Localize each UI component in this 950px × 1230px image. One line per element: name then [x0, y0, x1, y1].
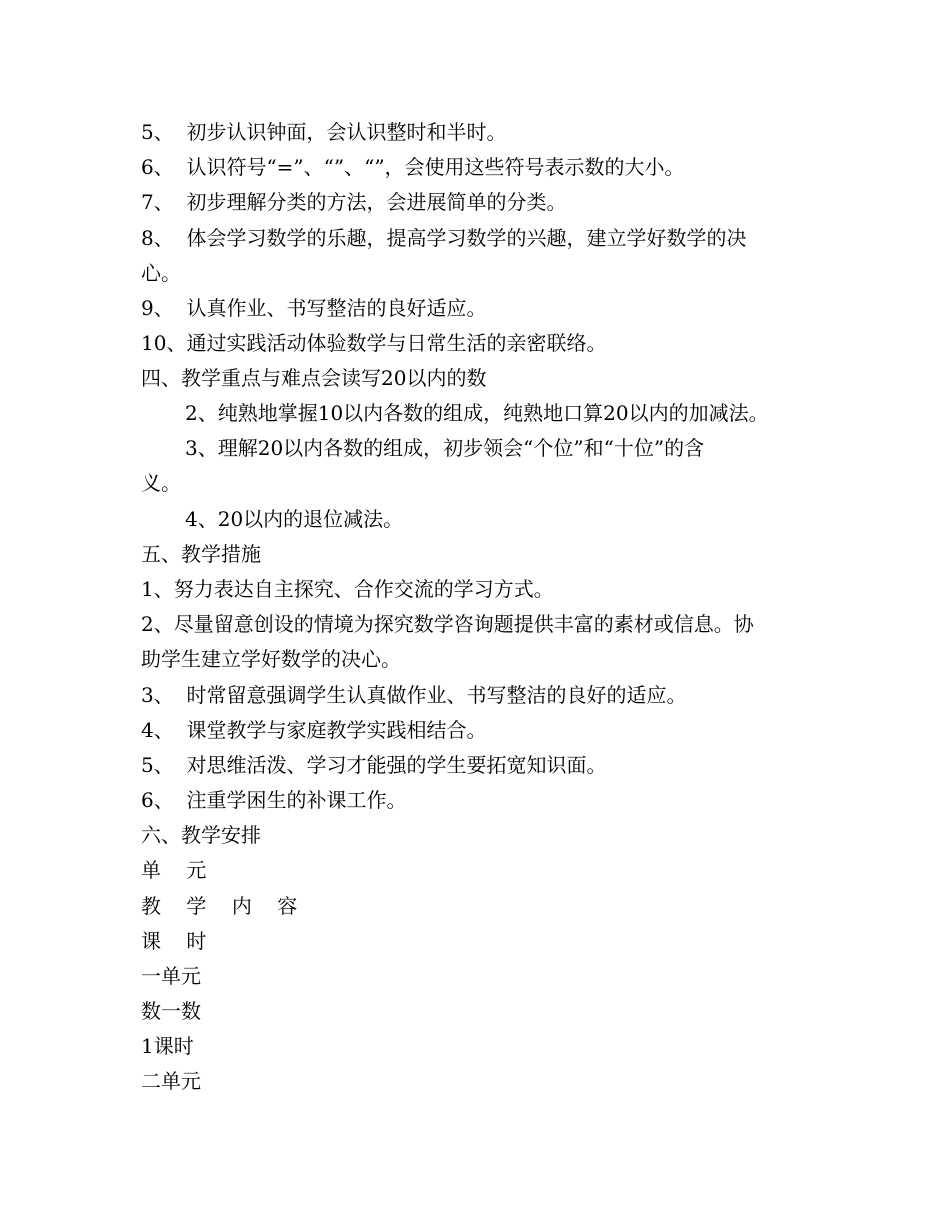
table-cell: 一单元 [141, 964, 201, 988]
text-line: 3、 时常留意强调学生认真做作业、书写整洁的良好的适应。 [141, 683, 687, 707]
text-line: 助学生建立学好数学的决心。 [141, 647, 401, 671]
text-line: 2、尽量留意创设的情境为探究数学咨询题提供丰富的素材或信息。协 [141, 612, 754, 636]
table-cell: 1课时 [141, 1034, 194, 1058]
section-heading: 五、教学措施 [141, 542, 261, 566]
text-line: 义。 [141, 471, 181, 495]
text-line: 5、 对思维活泼、学习才能强的学生要拓宽知识面。 [141, 753, 607, 777]
table-header-unit: 单 元 [141, 858, 207, 882]
text-line: 10、通过实践活动体验数学与日常生活的亲密联络。 [141, 331, 607, 355]
text-line: 4、20以内的退位减法。 [185, 507, 404, 531]
text-line: 9、 认真作业、书写整洁的良好适应。 [141, 296, 487, 320]
text-line: 6、 注重学困生的补课工作。 [141, 788, 407, 812]
section-heading: 四、教学重点与难点会读写20以内的数 [141, 366, 487, 390]
text-line: 2、纯熟地掌握10以内各数的组成，纯熟地口算20以内的加减法。 [185, 401, 769, 425]
section-heading: 六、教学安排 [141, 823, 261, 847]
text-line: 4、 课堂教学与家庭教学实践相结合。 [141, 718, 487, 742]
table-header-content: 教 学 内 容 [141, 894, 298, 918]
table-header-hours: 课 时 [141, 929, 207, 953]
text-line: 6、 认识符号“=”、“”、“”，会使用这些符号表示数的大小。 [141, 155, 685, 179]
text-line: 7、 初步理解分类的方法，会进展简单的分类。 [141, 190, 567, 214]
text-line: 3、理解20以内各数的组成，初步领会“个位”和“十位”的含 [185, 436, 705, 460]
table-cell: 二单元 [141, 1069, 201, 1093]
text-line: 5、 初步认识钟面，会认识整时和半时。 [141, 120, 507, 144]
text-line: 心。 [141, 261, 181, 285]
table-cell: 数一数 [141, 999, 201, 1023]
text-line: 8、 体会学习数学的乐趣，提高学习数学的兴趣，建立学好数学的决 [141, 226, 747, 250]
text-line: 1、努力表达自主探究、合作交流的学习方式。 [141, 577, 554, 601]
